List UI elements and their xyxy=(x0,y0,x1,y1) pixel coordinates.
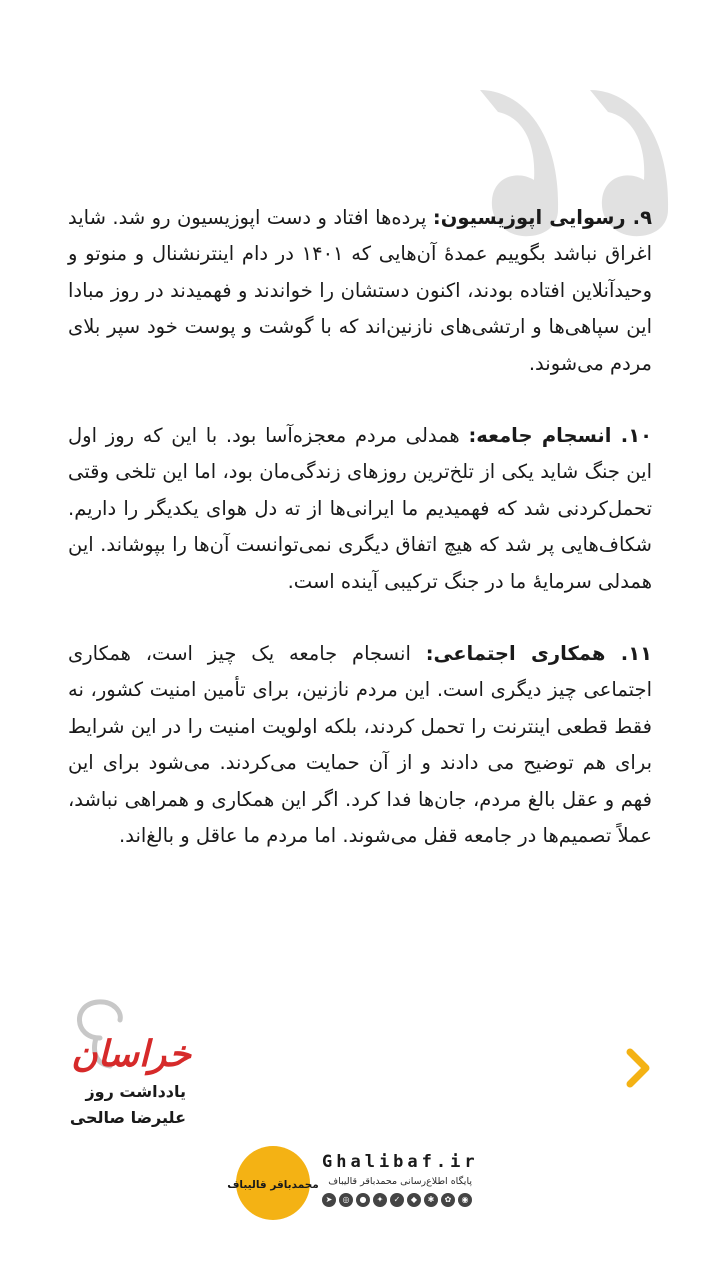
aparat-icon[interactable]: ✱ xyxy=(424,1193,438,1207)
khorasan-logo xyxy=(66,996,196,1076)
social-icons xyxy=(322,1193,472,1207)
chevron-right-icon[interactable] xyxy=(620,1046,656,1090)
instagram-icon[interactable]: ◎ xyxy=(339,1193,353,1207)
paragraph-cohesion xyxy=(68,418,652,600)
article-body xyxy=(68,200,652,891)
paragraph-opposition xyxy=(68,200,652,382)
paragraph-heading: ۱۰. انسجام جامعه: xyxy=(468,424,652,448)
telegram-icon[interactable]: ➤ xyxy=(322,1193,336,1207)
paragraph-heading: ۱۱. همکاری اجتماعی: xyxy=(425,642,653,666)
site-tagline: پایگاه اطلاع‌رسانی محمدباقر قالیباف xyxy=(328,1176,472,1187)
rubika-icon[interactable]: ◆ xyxy=(407,1193,421,1207)
circle-logo-text: محمدباقر قالیباف xyxy=(227,1179,319,1191)
gap-icon[interactable]: ◉ xyxy=(458,1193,472,1207)
paragraph-heading: ۹. رسوایی اپوزیسیون: xyxy=(432,206,652,229)
footer xyxy=(227,1146,486,1220)
paragraph-text: انسجام جامعه یک چیز است، همکاری اجتماعی چیز دیگری است. این مردم نازنین، برای تأمین امنیت کشور، نه فقط قطعی اینترنت را تحمل کردند، بلکه اولویت امنیت را در این شرایط برای هم توضیح می دادند و از آن حمایت می‌کردند. می‌شود برای این فهم و عقل بالغ مردم، جان‌ها فدا کرد. اگر این همکاری و همراهی نباشد، عملاً تصمیم‌ها در جامعه قفل می‌شوند. اما مردم ما عاقل و بالغ‌اند. xyxy=(68,642,652,848)
eitaa-icon[interactable]: ● xyxy=(356,1193,370,1207)
note-label: یادداشت روز xyxy=(85,1082,186,1101)
author-name: علیرضا صالحی xyxy=(69,1108,186,1127)
paragraph-cooperation xyxy=(68,636,652,854)
paragraph-text: پرده‌ها افتاد و دست اپوزیسیون رو شد. شاید اغراق نباشد بگوییم عمدهٔ آن‌هایی که ۱۴۰۱ در دام اینترنشنال و منوتو و وحیدآنلاین افتاده بودند، اکنون دستشان را خواندند و فهمیدند در روز مبادا این سپاهی‌ها و ارتشی‌های نازنین‌اند که با گوشت و پوست خود سپر بلای مردم می‌شوند. xyxy=(68,206,652,375)
ghalibaf-logo xyxy=(227,1146,319,1220)
twitter-icon[interactable]: ✦ xyxy=(373,1193,387,1207)
logo-wordmark: خراسان xyxy=(71,1033,191,1075)
paragraph-text: همدلی مردم معجزه‌آسا بود. با این که روز اول این جنگ شاید یکی از تلخ‌ترین روزهای زندگی‌مان بود، اما این تلخی وقتی تحمل‌کردنی شد که فهمیدیم ما ایرانی‌ها از ته دل هوای یکدیگر را داریم. شکاف‌هایی پر شد که هیچ اتفاق دیگری نمی‌توانست آن‌ها را بپوشاند. این همدلی سرمایهٔ ما در جنگ ترکیبی آینده است. xyxy=(68,424,652,593)
bale-icon[interactable]: ✓ xyxy=(390,1193,404,1207)
site-url[interactable]: Ghalibaf.ir xyxy=(322,1152,479,1172)
soroush-icon[interactable]: ✿ xyxy=(441,1193,455,1207)
